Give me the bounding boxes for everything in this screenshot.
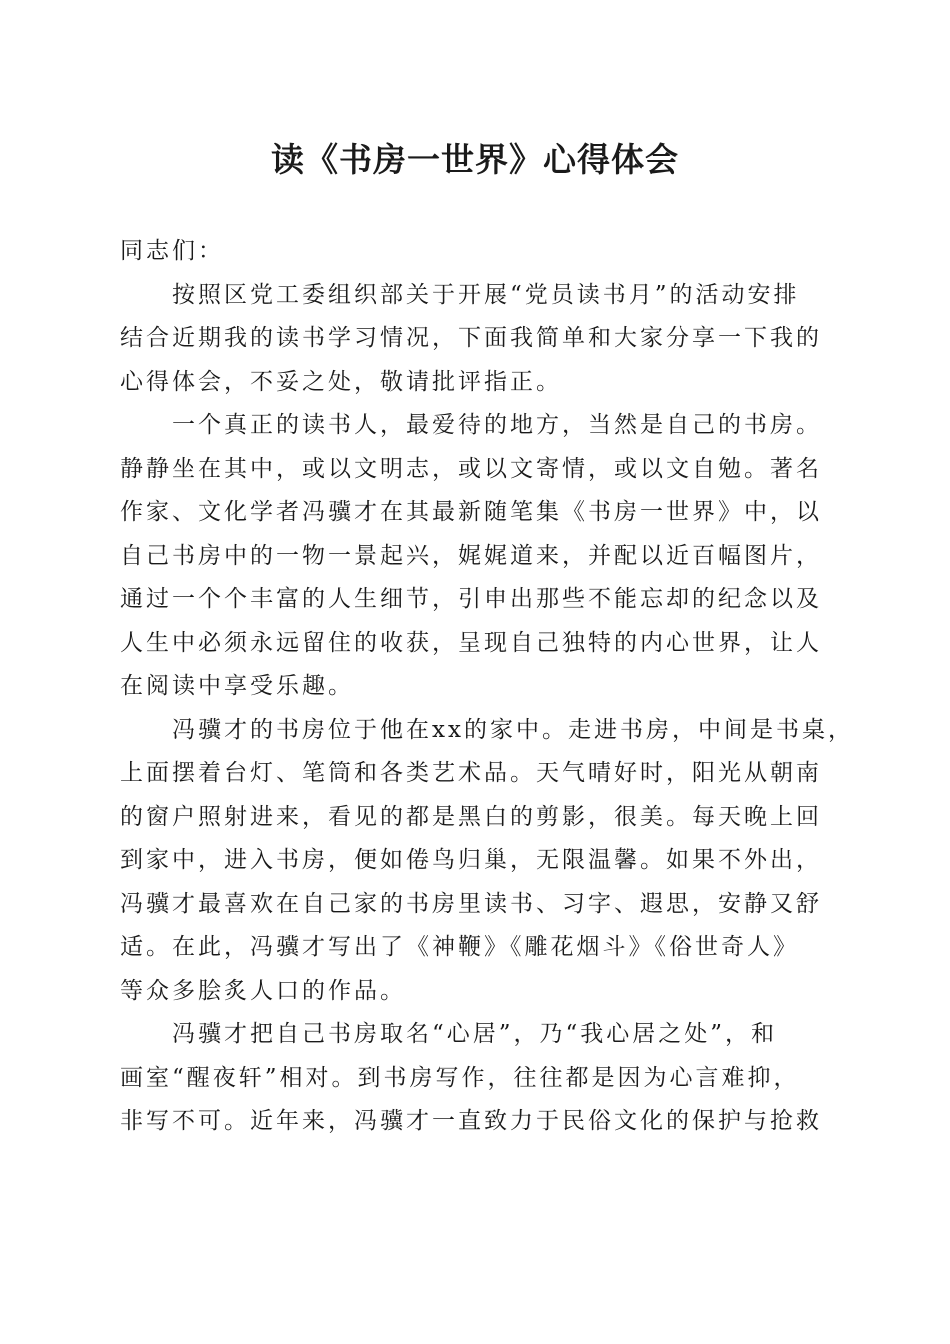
paragraph-3-line-3: 的窗户照射进来，看见的都是黑白的剪影，很美。每天晚上回 [120, 803, 822, 830]
paragraph-2-line-1: 一个真正的读书人，最爱待的地方，当然是自己的书房。 [172, 412, 822, 438]
paragraph-3-line-4: 到家中，进入书房，便如倦鸟归巢，无限温馨。如果不外出， [120, 847, 822, 873]
paragraph-1-line-1: 按照区党工委组织部关于开展“党员读书月”的活动安排 [172, 281, 800, 308]
paragraph-3-line-7: 等众多脍炙人口的作品。 [120, 977, 406, 1004]
paragraph-4-line-3: 非写不可。近年来，冯骥才一直致力于民俗文化的保护与抢救 [120, 1108, 822, 1134]
paragraph-3-line-1: 冯骥才的书房位于他在xx的家中。走进书房，中间是书桌， [172, 716, 854, 743]
paragraph-4-line-2: 画室“醒夜轩”相对。到书房写作，往往都是因为心言难抑， [120, 1064, 800, 1091]
paragraph-3-line-6: 适。在此，冯骥才写出了《神鞭》《雕花烟斗》《俗世奇人》 [120, 934, 799, 960]
paragraph-2-line-5: 通过一个个丰富的人生细节，引申出那些不能忘却的纪念以及 [120, 586, 822, 612]
salutation-line: 同志们： [120, 238, 224, 264]
paragraph-4-line-1: 冯骥才把自己书房取名“心居”，乃“我心居之处”，和 [172, 1021, 778, 1047]
paragraph-1-line-3: 心得体会，不妥之处，敬请批评指正。 [120, 368, 562, 395]
paragraph-2-line-2: 静静坐在其中，或以文明志，或以文寄情，或以文自勉。著名 [120, 455, 822, 482]
paragraph-3-line-2: 上面摆着台灯、笔筒和各类艺术品。天气晴好时，阳光从朝南 [120, 760, 822, 786]
paragraph-2-line-3: 作家、文化学者冯骥才在其最新随笔集《书房一世界》中，以 [120, 499, 822, 525]
paragraph-2-line-7: 在阅读中享受乐趣。 [120, 673, 354, 699]
document-body [120, 230, 854, 1144]
paragraph-3-line-5: 冯骥才最喜欢在自己家的书房里读书、习字、遐思，安静又舒 [120, 890, 822, 917]
paragraph-1-line-2: 结合近期我的读书学习情况，下面我简单和大家分享一下我的 [120, 325, 822, 351]
paragraph-2-line-6: 人生中必须永远留住的收获，呈现自己独特的内心世界，让人 [120, 629, 822, 656]
document-title: 读《书房一世界》心得体会 [271, 140, 679, 179]
paragraph-2-line-4: 自己书房中的一物一景起兴，娓娓道来，并配以近百幅图片， [120, 542, 822, 569]
